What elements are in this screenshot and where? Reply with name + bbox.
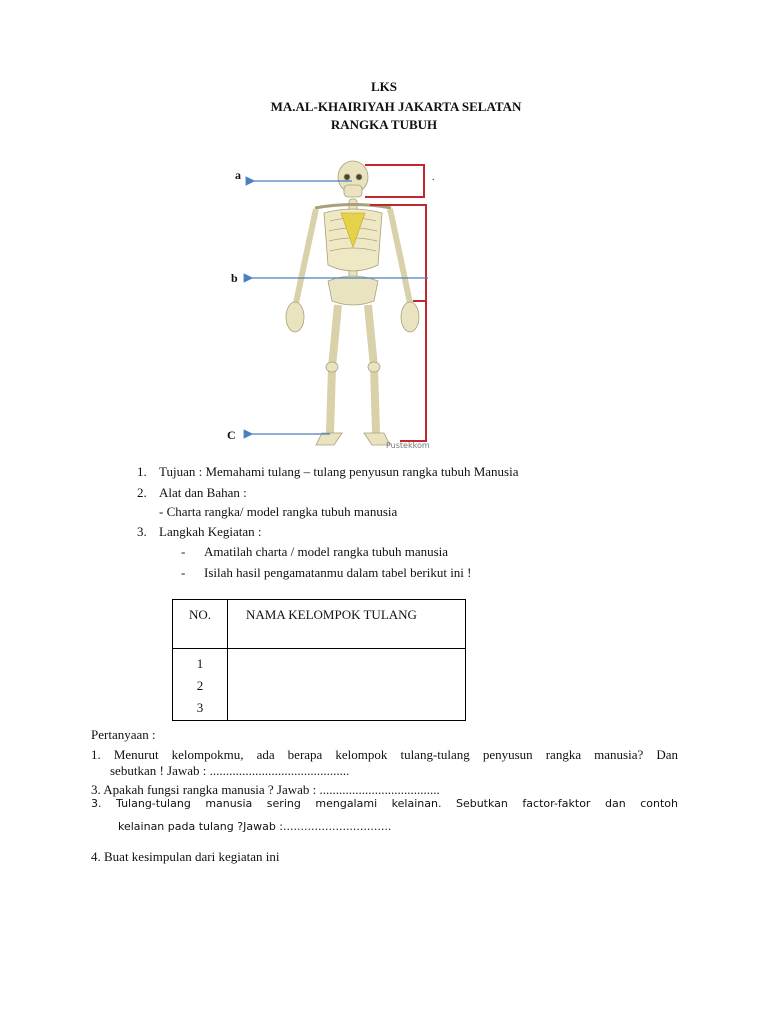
header-lks: LKS — [370, 79, 397, 94]
question-3-line-2: kelainan pada tulang ?Jawab :............................... — [118, 820, 392, 833]
observation-table — [172, 599, 466, 721]
row-numbers-cell — [173, 649, 228, 721]
table-body-row — [173, 649, 466, 721]
header-no: NO. — [173, 600, 228, 649]
step-2-text: Alat dan Bahan : — [159, 485, 247, 500]
row-number: 1 — [196, 656, 204, 671]
header-topic: RANGKA TUBUH — [330, 117, 438, 132]
step-2-item: - Charta rangka/ model rangka tubuh manusia — [159, 504, 398, 519]
label-a: a — [235, 168, 241, 182]
questions-heading: Pertanyaan : — [91, 727, 156, 742]
header-bone-group: NAMA KELOMPOK TULANG — [228, 600, 466, 649]
substep-2-dash: - — [181, 565, 186, 580]
step-1-num: 1. — [137, 464, 147, 479]
label-c: C — [227, 428, 236, 442]
row-number: 3 — [196, 700, 204, 715]
question-2: 3. Apakah fungsi rangka manusia ? Jawab : ..................................... — [91, 782, 440, 797]
step-3-text: Langkah Kegiatan : — [159, 524, 262, 539]
mark-dot: . — [432, 172, 435, 183]
question-1-line-2: sebutkan ! Jawab : ........................................... — [110, 763, 350, 778]
header-school: MA.AL-KHAIRIYAH JAKARTA SELATAN — [270, 99, 522, 114]
answer-cell[interactable] — [228, 649, 466, 721]
row-number: 2 — [196, 678, 204, 693]
watermark: Pustekkom — [386, 441, 430, 450]
substep-1-text: Amatilah charta / model rangka tubuh manusia — [204, 544, 449, 559]
label-arrows — [240, 170, 440, 445]
table-header-row — [173, 600, 466, 649]
question-3-line-1: 3. Tulang-tulang manusia sering mengalami kelainan. Sebutkan factor-faktor dan contoh — [91, 797, 678, 810]
substep-1-dash: - — [181, 544, 186, 559]
substep-2-text: Isilah hasil pengamatanmu dalam tabel berikut ini ! — [204, 565, 472, 580]
question-1-line-1: 1. Menurut kelompokmu, ada berapa kelompok tulang-tulang penyusun rangka manusia? Dan — [91, 747, 678, 762]
question-4: 4. Buat kesimpulan dari kegiatan ini — [91, 849, 280, 864]
step-2-num: 2. — [137, 485, 147, 500]
step-3-num: 3. — [137, 524, 147, 539]
step-1-text: Tujuan : Memahami tulang – tulang penyusun rangka tubuh Manusia — [159, 464, 519, 479]
label-b: b — [231, 271, 238, 285]
